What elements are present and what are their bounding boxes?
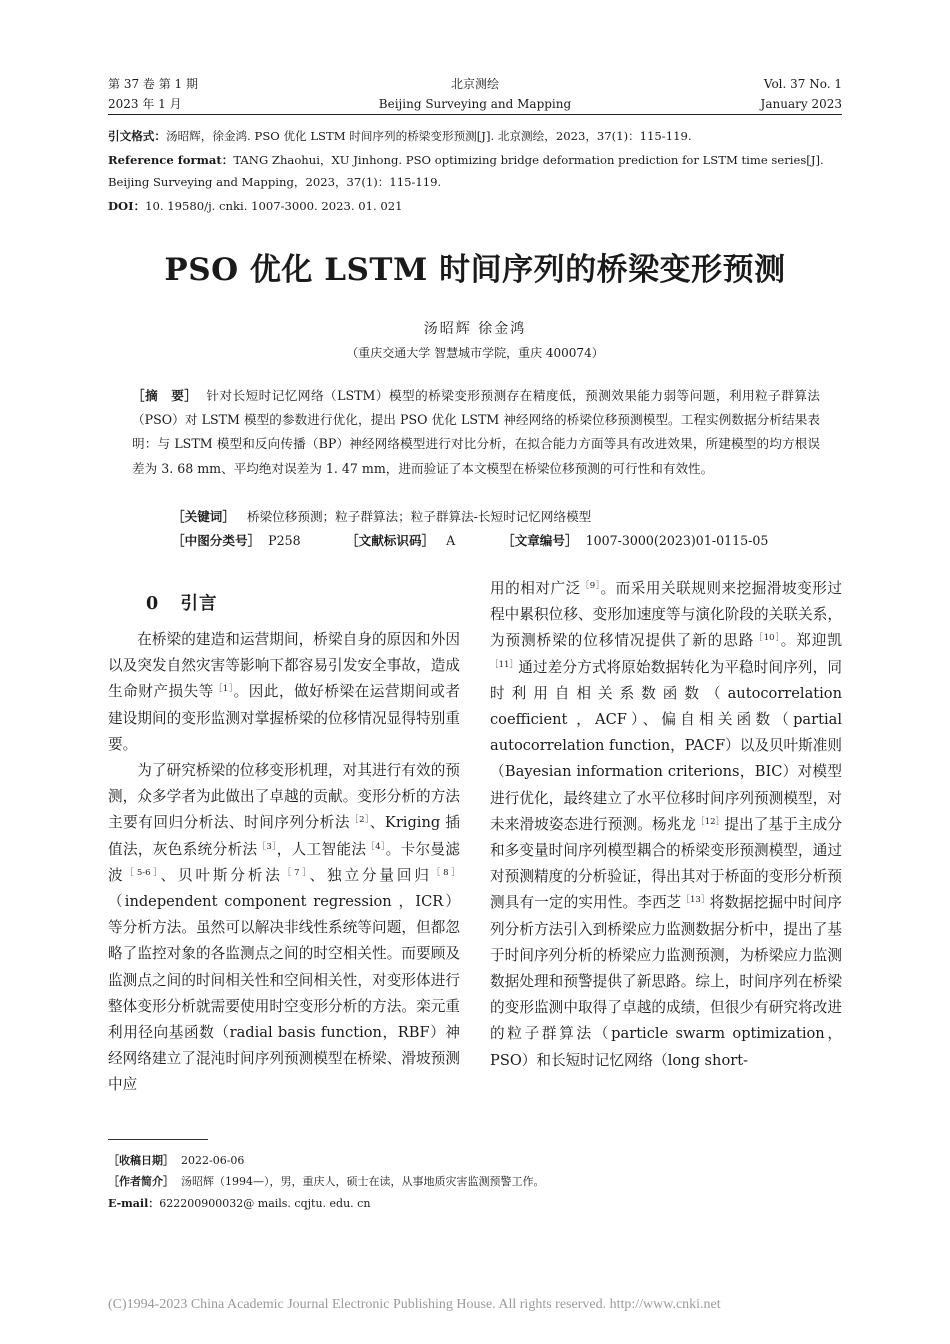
citation-ref: ［3］: [257, 841, 277, 852]
email-label: E-mail：: [108, 1197, 160, 1210]
doi-value: 10. 19580/j. cnki. 1007-3000. 2023. 01. 021: [145, 199, 403, 213]
author-bio: 汤昭辉（1994—），男，重庆人，硕士在读，从事地质灾害监测预警工作。: [181, 1175, 545, 1188]
citation-ref: ［9］: [580, 581, 601, 591]
paper-title: PSO 优化 LSTM 时间序列的桥梁变形预测: [164, 252, 786, 288]
citation-en: [108, 150, 842, 171]
clc: [172, 530, 301, 549]
footnote-author: [108, 1174, 545, 1190]
footnote-received: [108, 1153, 244, 1169]
body-paragraph: 用的相对广泛$^{[9]}$。而采用关联规则来挖掘滑坡变形过程中累积位移、变形加速度等与演化阶段的关联关系，为预测桥梁的位移情况提供了新的思路$^{[10]}$。郑迎凯$^{[11]}$通过差分方式将原始数据转化为平稳时间序列，同时利用自相关系数函数（autocorrelation coefficient ，ACF）、偏自相关函数（partial autocorrelation function，PACF）以及贝叶斯准则（Bayesian information criterions，BIC）对模型进行优化，最终建立了水平位移时间序列预测模型，对未来滑坡姿态进行预测。杨兆龙$^{[12]}$提出了基于主成分和多变量时间序列模型耦合的桥梁变形预测模型，通过对预测精度的分析验证，得出其对于桥面的变形分析预测具有一定的实用性。李西芝$^{[13]}$将数据挖掘中时间序列分析方法引入到桥梁应力监测数据分析中，提出了基于时间序列分析的桥梁应力监测预测，为桥梁应力监测数据处理和预警提供了新思路。综上，时间序列在桥梁的变形监测中取得了卓越的成绩，但很少有研究将改进的粒子群算法（particle swarm optimization，PSO）和长短时记忆网络（long short-: [490, 580, 842, 1069]
body-paragraph: 为了研究桥梁的位移变形机理，对其进行有效的预测，众多学者为此做出了卓越的贡献。变形分析的方法主要有回归分析法、时间序列分析法$^{[2]}$、Kriging 插值法，灰色系统分析法$^{[3]}$，人工智能法$^{[4]}$。卡尔曼滤波$^{[5-6]}$、贝叶斯分析法$^{[7]}$、独立分量回归$^{[8]}$（independent component regression ，ICR）等分析方法。虽然可以解决非线性系统等问题，但都忽略了监控对象的各监测点之间的时空相关性。而要顾及监测点之间的时间相关性和空间相关性，对变形体进行整体变形分析就需要使用时空变形分析的方法。栾元重利用径向基函数（radial basis function，RBF）神经网络建立了混沌时间序列预测模型在桥梁、滑坡预测中应: [108, 762, 460, 1094]
article-number-label: ［文章编号］: [502, 533, 578, 548]
article-number: [502, 530, 768, 549]
keywords-text: 桥梁位移预测；粒子群算法；粒子群算法-长短时记忆网络模型: [246, 509, 592, 524]
header-volume-issue: 第 37 卷 第 1 期: [108, 77, 198, 91]
citation-en-line1: TANG Zhaohui，XU Jinhong. PSO optimizing bridge deformation prediction for LSTM time series[J].: [233, 153, 824, 167]
citation-ref: ［12］: [696, 816, 725, 827]
author-label: ［作者简介］: [108, 1175, 174, 1188]
citation-ref: ［1］: [213, 684, 234, 695]
citation-doi: [108, 196, 842, 217]
footnote-rule: [108, 1139, 208, 1140]
received-label: ［收稿日期］: [108, 1154, 174, 1167]
citation-ref: ［11］: [490, 659, 519, 670]
authors: 汤昭辉 徐金鸿: [423, 321, 527, 337]
header-date-cn: 2023 年 1 月: [108, 97, 182, 111]
clc-label: ［中图分类号］: [172, 533, 261, 548]
copyright-footer: (C)1994-2023 China Academic Journal Electronic Publishing House. All rights reserved. http://www.cnki.net: [108, 1297, 721, 1312]
section-heading: [146, 590, 217, 615]
citation-cn-text: 汤昭辉，徐金鸿. PSO 优化 LSTM 时间序列的桥梁变形预测[J]. 北京测绘，2023，37(1)：115-119.: [165, 129, 692, 143]
abstract-label: ［摘 要］: [132, 388, 198, 403]
citation-ref: ［5-6］: [125, 867, 161, 878]
citation-en-label: Reference format：: [108, 153, 234, 167]
footnote-email: [108, 1196, 370, 1212]
header-journal-en: Beijing Surveying and Mapping: [378, 97, 572, 111]
header-date-en: January 2023: [760, 97, 842, 111]
citation-ref: ［8］: [431, 867, 460, 878]
doc-code-label: ［文献标识码］: [346, 533, 435, 548]
doc-code-value: A: [446, 533, 456, 548]
citation-ref: ［10］: [754, 633, 781, 644]
affiliation: （重庆交通大学 智慧城市学院，重庆 400074）: [346, 346, 604, 360]
citation-cn: [108, 126, 842, 147]
body-right-column: [490, 576, 842, 1074]
citation-ref: ［4］: [366, 841, 386, 852]
header-journal-cn: 北京测绘: [450, 77, 499, 91]
citation-ref: ［2］: [350, 815, 370, 826]
abstract: [132, 384, 820, 481]
citation-ref: ［13］: [681, 895, 710, 906]
doi-label: DOI：: [108, 199, 146, 213]
keywords-label: ［关键词］: [172, 509, 235, 524]
doc-code: [346, 530, 455, 549]
citation-ref: ［7］: [282, 867, 310, 878]
keywords: [172, 506, 591, 525]
abstract-text: 针对长短时记忆网络（LSTM）模型的桥梁变形预测存在精度低，预测效果能力弱等问题，利用粒子群算法（PSO）对 LSTM 模型的参数进行优化，提出 PSO 优化 LSTM 神经网络的桥梁位移预测模型。工程实例数据分析结果表明：与 LSTM 模型和反向传播（BP）神经网络模型进行对比分析，在拟合能力方面等具有改进效果，所建模型的均方根误差为 3. 68 mm、平均绝对误差为 1. 47 mm，进而验证了本文模型在桥梁位移预测的可行性和有效性。: [132, 388, 821, 476]
header-rule: [108, 114, 842, 115]
header-vol-no-en: Vol. 37 No. 1: [763, 77, 842, 91]
clc-value: P258: [268, 533, 301, 548]
citation-cn-label: 引文格式：: [108, 129, 166, 143]
section-number: 0: [146, 594, 160, 614]
body-paragraph: 在桥梁的建造和运营期间，桥梁自身的原因和外因以及突发自然灾害等影响下都容易引发安全事故，造成生命财产损失等$^{[1]}$。因此，做好桥梁在运营期间或者建设期间的变形监测对掌握桥梁的位移情况显得特别重要。: [108, 631, 460, 753]
email-address: 622200900032@ mails. cqjtu. edu. cn: [159, 1197, 371, 1210]
article-number-value: 1007-3000(2023)01-0115-05: [585, 533, 769, 548]
received-date: 2022-06-06: [181, 1154, 245, 1167]
body-left-column: [108, 627, 460, 1099]
section-title: 引言: [180, 594, 218, 614]
citation-en-line2: Beijing Surveying and Mapping，2023，37(1)：115-119.: [108, 175, 442, 189]
